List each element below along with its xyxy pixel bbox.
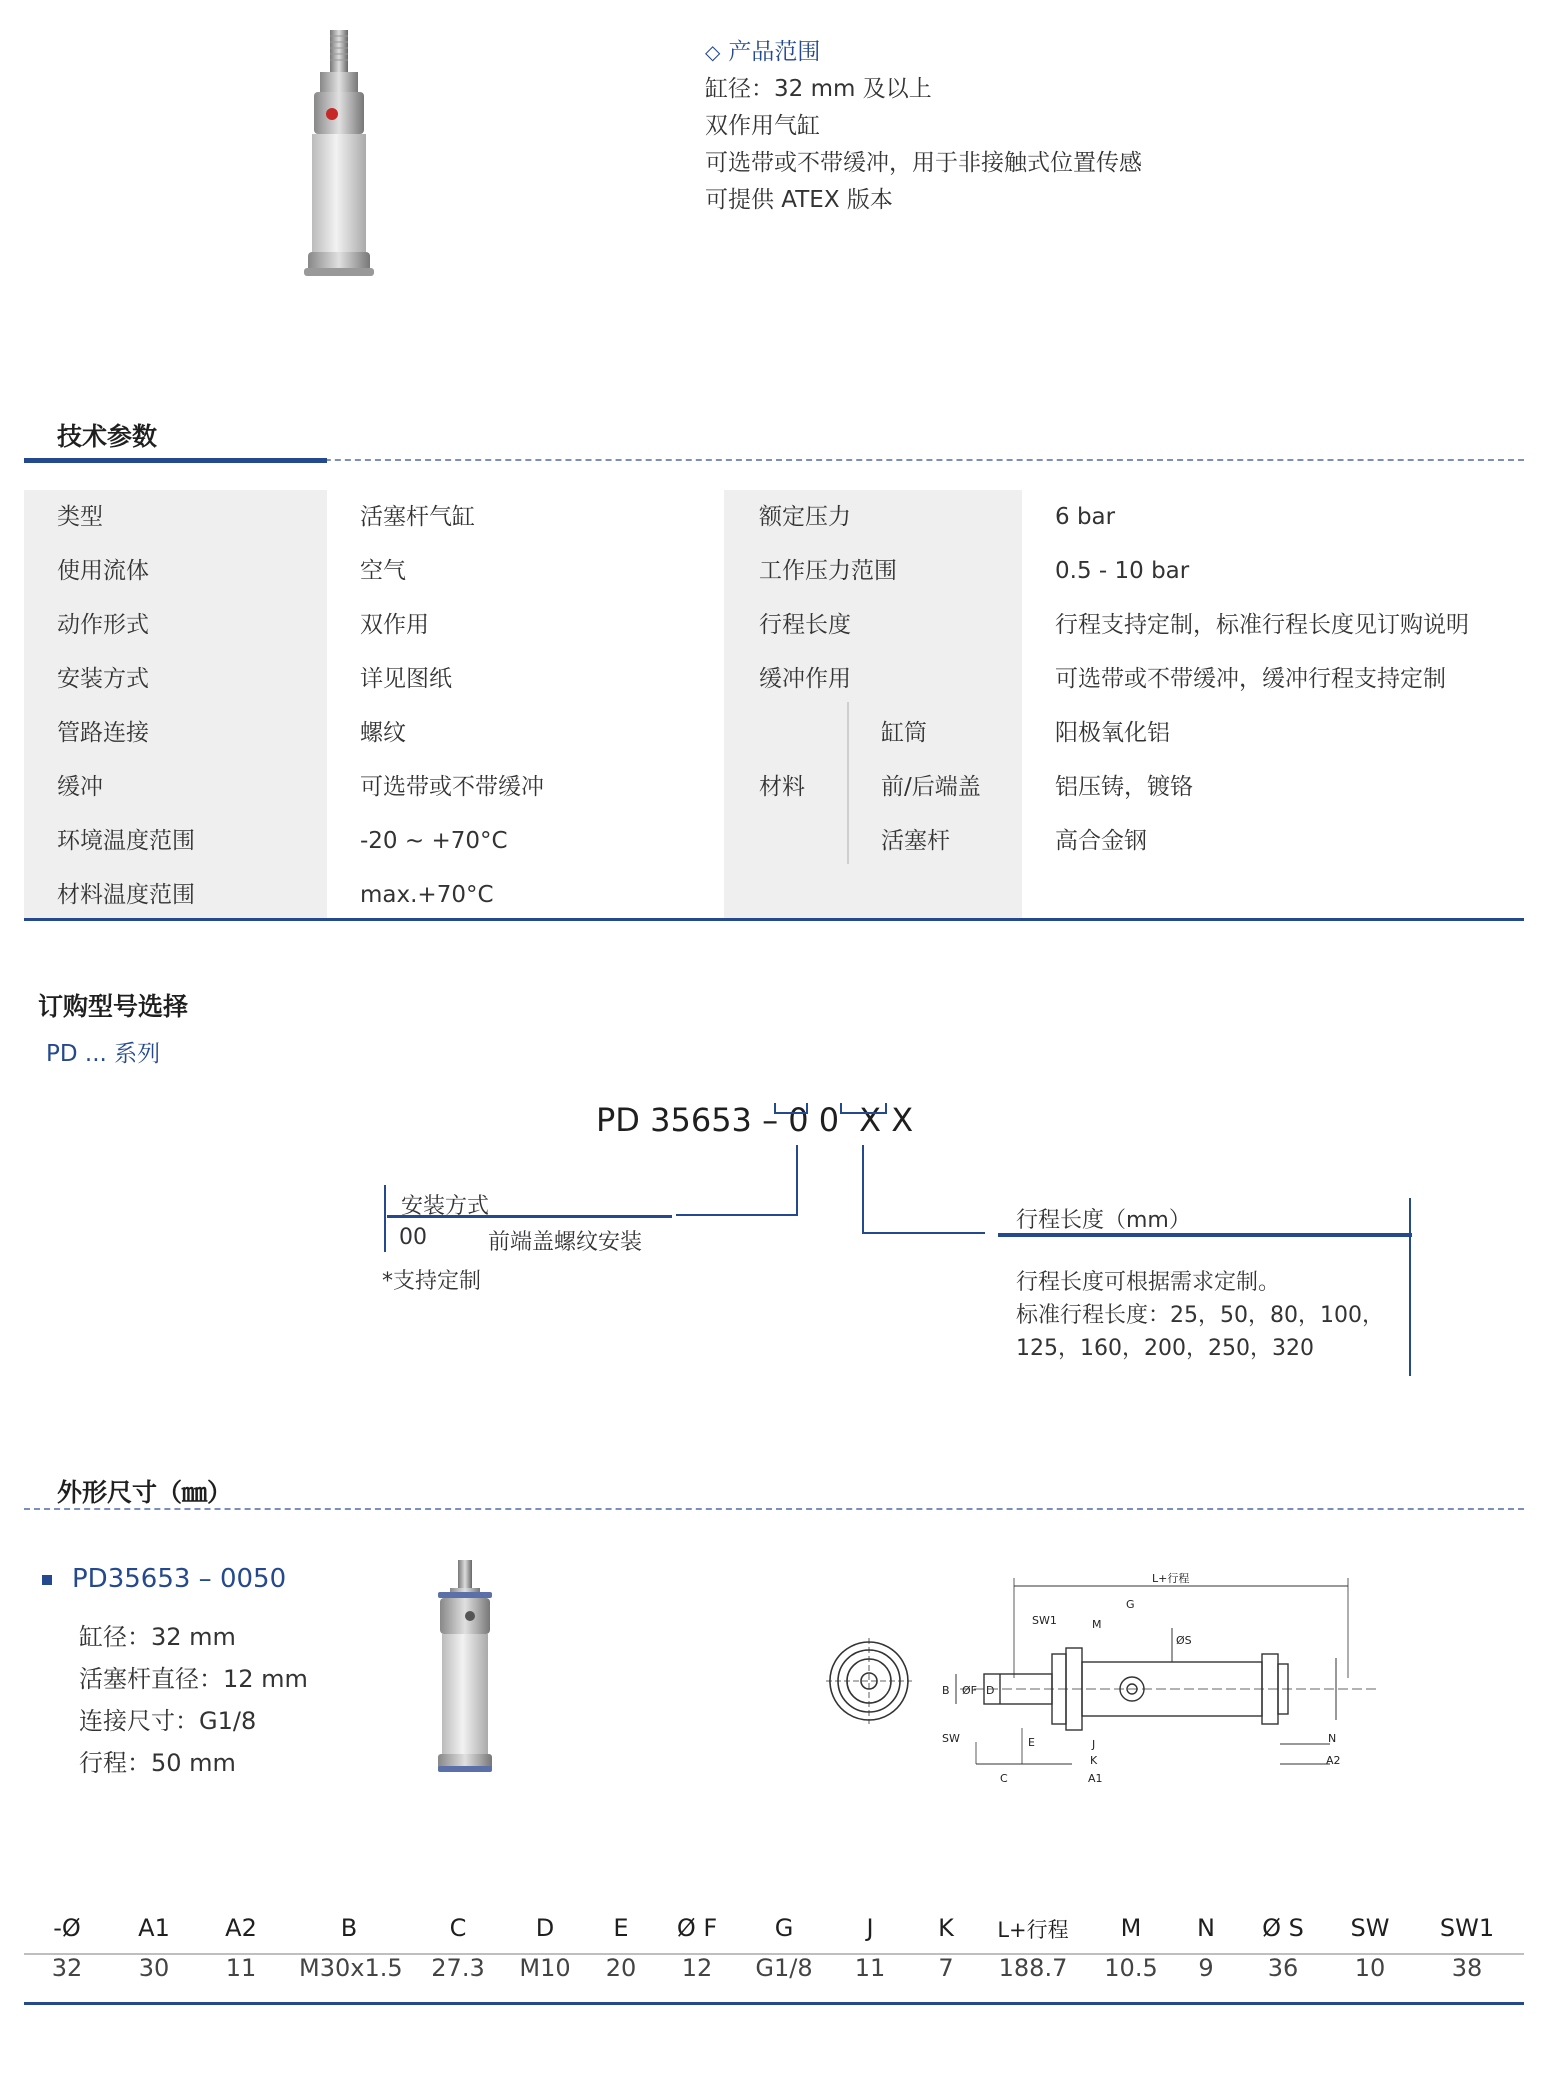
dims-value-cell: 10.5: [1104, 1954, 1158, 1982]
spec-value: 详见图纸: [360, 666, 452, 692]
dims-header-cell: A2: [225, 1914, 257, 1942]
drawing-label: A2: [1326, 1754, 1341, 1767]
spec-value: 行程支持定制，标准行程长度见订购说明: [1055, 612, 1469, 638]
dims-value-cell: M30x1.5: [299, 1954, 403, 1982]
mount-title: 安装方式: [401, 1194, 490, 1219]
drawing-label: N: [1328, 1732, 1337, 1745]
front-view-drawing: [826, 1638, 912, 1724]
side-view-drawing: [940, 1568, 1406, 1800]
dims-value-cell: 36: [1267, 1954, 1299, 1982]
code-prefix: PD 35653 –: [596, 1101, 789, 1139]
dims-value-cell: 27.3: [431, 1954, 485, 1982]
dims-header-cell: B: [340, 1914, 358, 1942]
tech-title: 技术参数: [57, 422, 158, 451]
intro-line: 双作用气缸: [705, 113, 820, 139]
spec-label: 缓冲: [57, 774, 103, 800]
drawing-label: L+行程: [1152, 1572, 1190, 1585]
drawing-label: M: [1092, 1618, 1102, 1631]
dims-value-cell: 20: [605, 1954, 637, 1982]
material-part: 缸筒: [881, 720, 927, 746]
stroke-title: 行程长度（mm）: [1016, 1208, 1191, 1233]
spec-label: 环境温度范围: [57, 828, 195, 854]
dims-value-cell: G1/8: [755, 1954, 813, 1982]
drawing-label: ØF: [962, 1684, 977, 1697]
spec-label: 管路连接: [57, 720, 149, 746]
material-value: 铝压铸，镀铬: [1055, 774, 1193, 800]
dims-header-cell: N: [1197, 1914, 1215, 1942]
drawing-label: J: [1092, 1738, 1096, 1751]
drawing-label: G: [1126, 1598, 1135, 1611]
material-value: 阳极氧化铝: [1055, 720, 1170, 746]
dims-header-cell: E: [613, 1914, 629, 1942]
dims-header-cell: -Ø: [53, 1914, 81, 1942]
material-value: 高合金钢: [1055, 828, 1147, 854]
divider: [24, 1508, 1524, 1510]
drawing-label: B: [942, 1684, 950, 1697]
dims-header-cell: A1: [138, 1914, 170, 1942]
spec-label: 动作形式: [57, 612, 149, 638]
dims-header-cell: Ø S: [1262, 1914, 1304, 1942]
spec-value: 空气: [360, 558, 406, 584]
spec-value: 活塞杆气缸: [360, 504, 475, 530]
model-name: PD35653 – 0050: [72, 1564, 287, 1594]
intro-line: 缸径：32 mm 及以上: [705, 76, 932, 102]
dims-value-cell: 38: [1451, 1954, 1483, 1982]
spec-label: 行程长度: [759, 612, 851, 638]
material-part: 活塞杆: [881, 828, 950, 854]
dims-header-cell: L+行程: [997, 1918, 1069, 1942]
dims-value-cell: 30: [138, 1954, 170, 1982]
drawing-label: ØS: [1176, 1634, 1192, 1647]
drawing-label: D: [986, 1684, 995, 1697]
spec-value: 螺纹: [360, 720, 406, 746]
mount-code: 00: [399, 1225, 427, 1250]
spec-value: 6 bar: [1055, 504, 1116, 530]
spec-value: 0.5 - 10 bar: [1055, 558, 1190, 584]
dims-value-cell: 188.7: [998, 1954, 1068, 1982]
drawing-label: SW: [942, 1732, 960, 1745]
range-heading: ◇ 产品范围: [705, 39, 821, 65]
code-mount: 0 0: [788, 1101, 840, 1139]
dims-header-cell: Ø F: [676, 1914, 718, 1942]
model-bullet: [42, 1575, 52, 1585]
dims-header-cell: M: [1120, 1914, 1142, 1942]
drawing-label: E: [1028, 1736, 1035, 1749]
dims-value-cell: 32: [51, 1954, 83, 1982]
stroke-line: 标准行程长度：25，50，80，100，: [1016, 1303, 1384, 1328]
dims-value-cell: 12: [681, 1954, 713, 1982]
dims-header-cell: J: [866, 1914, 874, 1942]
product-photo-small: [430, 1558, 500, 1778]
intro-line: 可提供 ATEX 版本: [705, 187, 893, 213]
spec-value: -20 ~ +70°C: [360, 828, 508, 854]
spec-label: 工作压力范围: [759, 558, 897, 584]
dims-bottom-line: [24, 2002, 1524, 2005]
dims-header-cell: SW1: [1439, 1914, 1495, 1942]
dims-header-cell: D: [535, 1914, 555, 1942]
dims-value-cell: 11: [225, 1954, 257, 1982]
dims-value-cell: 11: [854, 1954, 886, 1982]
spec-value: 可选带或不带缓冲，缓冲行程支持定制: [1055, 666, 1446, 692]
dim-spec: 行程：50 mm: [79, 1749, 236, 1777]
dims-value-cell: 10: [1354, 1954, 1386, 1982]
dims-header-cell: SW: [1350, 1914, 1390, 1942]
spec-label: 缓冲作用: [759, 666, 851, 692]
drawing-label: SW1: [1032, 1614, 1057, 1627]
drawing-label: K: [1090, 1754, 1098, 1767]
dims-value-cell: 7: [938, 1954, 954, 1982]
mount-note: *支持定制: [382, 1269, 482, 1294]
dim-spec: 连接尺寸：G1/8: [79, 1707, 257, 1735]
spec-value: 可选带或不带缓冲: [360, 774, 544, 800]
dims-title: 外形尺寸（㎜）: [57, 1478, 233, 1507]
spec-value: max.+70°C: [360, 882, 494, 908]
dims-value-cell: 9: [1198, 1954, 1214, 1982]
order-title: 订购型号选择: [38, 992, 189, 1021]
spec-label: 安装方式: [57, 666, 149, 692]
dims-header-cell: K: [938, 1914, 954, 1942]
dim-spec: 缸径：32 mm: [79, 1623, 236, 1651]
material-label: 材料: [759, 774, 805, 800]
stroke-line: 125，160，200，250，320: [1016, 1336, 1314, 1361]
dim-spec: 活塞杆直径：12 mm: [79, 1665, 308, 1693]
intro-line: 可选带或不带缓冲，用于非接触式位置传感: [705, 150, 1142, 176]
stroke-line: 行程长度可根据需求定制。: [1016, 1270, 1281, 1295]
mount-desc: 前端盖螺纹安装: [488, 1230, 643, 1255]
material-part: 前/后端盖: [881, 774, 981, 800]
spec-label: 材料温度范围: [57, 882, 195, 908]
dims-value-cell: M10: [519, 1954, 571, 1982]
dims-header-cell: G: [774, 1914, 794, 1942]
drawing-label: A1: [1088, 1772, 1103, 1785]
dims-header-cell: C: [449, 1914, 467, 1942]
code-stroke: X X: [859, 1101, 914, 1139]
spec-label: 额定压力: [759, 504, 851, 530]
drawing-label: C: [1000, 1772, 1008, 1785]
spec-label: 使用流体: [57, 558, 149, 584]
diamond-icon: ◇: [705, 40, 721, 64]
spec-label: 类型: [57, 504, 103, 530]
series-label: PD ... 系列: [46, 1041, 161, 1067]
spec-value: 双作用: [360, 612, 429, 638]
